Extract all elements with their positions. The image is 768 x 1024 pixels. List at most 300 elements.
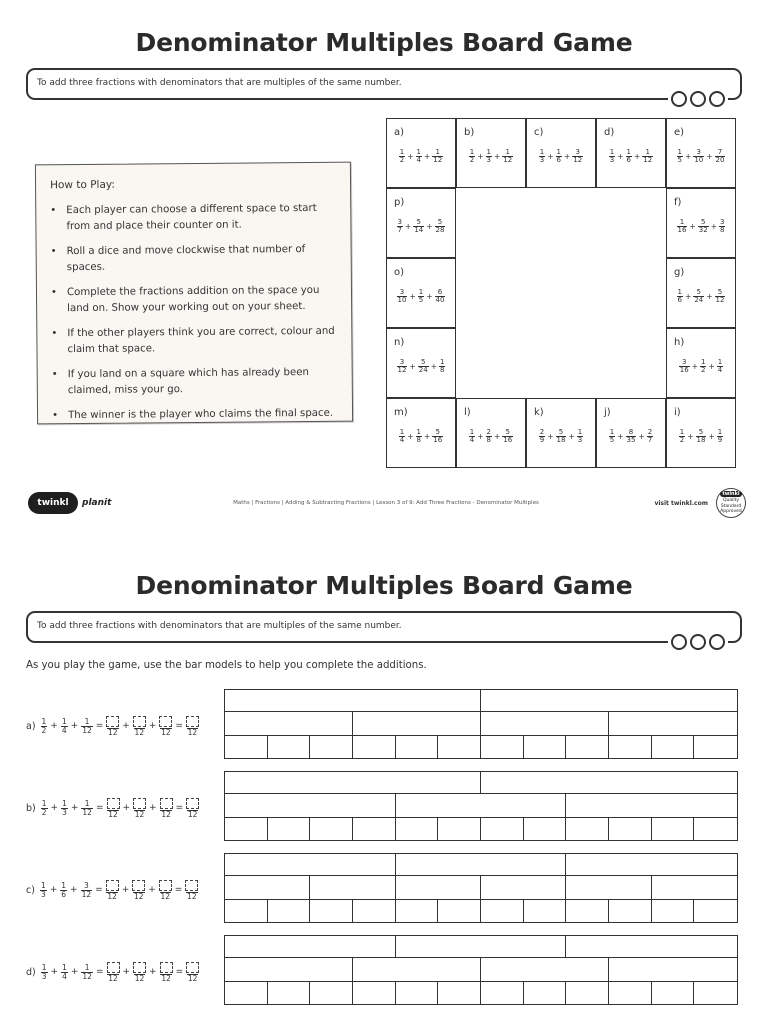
fraction (677, 219, 688, 234)
fraction-denominator: 12 (643, 156, 653, 164)
bar-row (224, 689, 738, 712)
how-to-play-card (35, 162, 353, 425)
bar-segment[interactable] (438, 900, 481, 922)
footer (26, 486, 746, 522)
bar-segment[interactable] (438, 736, 481, 758)
fraction-denominator: 40 (435, 296, 445, 304)
numerator-answer-box[interactable] (160, 798, 173, 809)
numerator-answer-box[interactable] (186, 962, 199, 973)
fraction (432, 429, 443, 444)
fraction (556, 149, 562, 164)
plus-sign: + (121, 885, 130, 896)
bar-segment[interactable] (481, 876, 566, 898)
bar-segment[interactable] (481, 736, 524, 758)
bar-row (224, 794, 738, 817)
bar-segment[interactable] (438, 818, 481, 840)
fraction (642, 149, 653, 164)
plus-sign: + (617, 432, 624, 441)
fraction-expression (527, 429, 595, 444)
fraction-denominator: 12 (573, 156, 583, 164)
fraction-numerator: 8 (628, 428, 634, 436)
bar-segment[interactable] (353, 736, 396, 758)
answer-fraction (132, 880, 145, 901)
plus-sign: + (617, 152, 624, 161)
fraction (81, 718, 93, 734)
bar-segment[interactable] (609, 818, 652, 840)
numerator-answer-box[interactable] (159, 716, 172, 727)
bar-segment[interactable] (225, 794, 396, 816)
answer-fraction (160, 798, 173, 819)
equals-sign: = (174, 885, 183, 896)
bar-segment[interactable] (566, 736, 609, 758)
fraction (399, 429, 405, 444)
game-board (386, 118, 736, 468)
fraction (717, 359, 723, 374)
answer-fraction (107, 798, 120, 819)
objective-box (26, 611, 742, 643)
bar-segment[interactable] (396, 982, 439, 1004)
equals-sign: = (175, 803, 184, 814)
numerator-answer-box[interactable] (186, 798, 199, 809)
numerator-answer-box[interactable] (133, 716, 146, 727)
bar-segment[interactable] (652, 876, 737, 898)
fraction-denominator: 6 (556, 156, 561, 164)
question-label: b) (26, 802, 36, 814)
board-space[interactable] (526, 118, 596, 188)
fraction-denominator: 6 (626, 156, 631, 164)
fraction-numerator: 5 (505, 428, 510, 436)
fraction-denominator: 12 (108, 974, 118, 983)
bar-segment[interactable] (225, 736, 268, 758)
fraction-numerator: 1 (626, 148, 631, 156)
answer-fraction (133, 716, 146, 737)
bar-segment[interactable] (524, 736, 567, 758)
plus-sign: + (50, 967, 59, 978)
fraction (647, 429, 653, 444)
fraction (719, 219, 725, 234)
bar-segment[interactable] (524, 982, 567, 1004)
board-space[interactable] (386, 188, 456, 258)
plus-sign: + (687, 432, 694, 441)
fraction-numerator: 2 (647, 428, 653, 436)
bar-segment[interactable] (652, 736, 695, 758)
bar-segment[interactable] (566, 900, 609, 922)
bar-segment[interactable] (438, 982, 481, 1004)
bar-segment[interactable] (609, 958, 737, 980)
fraction-denominator: 12 (134, 810, 145, 819)
fraction (626, 149, 632, 164)
bar-segment[interactable] (566, 982, 609, 1004)
plus-sign: + (685, 292, 692, 301)
bar-segment[interactable] (310, 876, 395, 898)
ring-icon (671, 634, 687, 650)
fraction-denominator: 8 (416, 436, 421, 444)
board-space[interactable] (386, 118, 456, 188)
plus-sign: + (70, 967, 79, 978)
answer-fraction (133, 962, 146, 983)
bar-segment[interactable] (566, 794, 737, 816)
bar-segment[interactable] (310, 818, 353, 840)
fraction-denominator: 2 (679, 436, 685, 444)
fraction-denominator: 4 (61, 725, 67, 735)
bar-segment[interactable] (225, 772, 481, 793)
bar-segment[interactable] (566, 876, 651, 898)
bar-segment[interactable] (652, 818, 695, 840)
fraction-denominator: 24 (418, 366, 428, 374)
bar-segment[interactable] (524, 818, 567, 840)
bar-segment[interactable] (310, 982, 353, 1004)
plus-sign: + (409, 292, 416, 301)
board-space[interactable] (666, 398, 736, 468)
board-space-label: f) (674, 197, 682, 208)
addition-equation (26, 880, 198, 901)
fraction-expression (457, 429, 525, 444)
numerator-answer-box[interactable] (186, 716, 199, 727)
fraction (41, 718, 48, 734)
question-label: d) (26, 966, 36, 978)
fraction-expression (387, 359, 455, 374)
bar-segment[interactable] (481, 712, 609, 734)
fraction-denominator: 35 (626, 436, 636, 444)
board-space-label: e) (674, 127, 685, 138)
fraction-numerator: 1 (61, 881, 67, 891)
bar-row (224, 876, 738, 899)
fraction (502, 149, 513, 164)
fraction-numerator: 1 (439, 358, 445, 366)
addition-equation (26, 798, 199, 819)
bar-segment[interactable] (268, 818, 311, 840)
bar-segment[interactable] (481, 772, 737, 793)
board-space[interactable] (596, 398, 666, 468)
bar-segment[interactable] (481, 690, 737, 711)
fraction-numerator: 6 (437, 288, 443, 296)
fraction-denominator: 12 (161, 974, 171, 983)
fraction-numerator: 3 (696, 148, 701, 156)
bar-segment[interactable] (566, 936, 737, 957)
bar-row (224, 958, 738, 981)
fraction (61, 718, 68, 734)
rule-item: • Complete the fractions addition on the space you land on. Show your working out on your sheet. (51, 283, 341, 318)
answer-fraction (186, 962, 199, 983)
question-label: c) (26, 884, 35, 896)
bar-segment[interactable] (481, 958, 609, 980)
plus-sign: + (477, 432, 484, 441)
numerator-answer-box[interactable] (132, 880, 145, 891)
fraction (677, 289, 683, 304)
fraction-expression (527, 149, 595, 164)
bar-segment[interactable] (609, 712, 737, 734)
answer-fraction (133, 798, 146, 819)
fraction-denominator: 20 (715, 156, 725, 164)
fraction (696, 429, 707, 444)
board-space[interactable] (596, 118, 666, 188)
numerator-answer-box[interactable] (159, 880, 172, 891)
bar-segment[interactable] (481, 900, 524, 922)
fraction-denominator: 14 (414, 226, 424, 234)
board-space[interactable] (526, 398, 596, 468)
bar-segment[interactable] (353, 982, 396, 1004)
bar-segment[interactable] (609, 736, 652, 758)
numerator-answer-box[interactable] (133, 962, 146, 973)
bar-segment[interactable] (225, 936, 396, 957)
bar-segment[interactable] (225, 712, 353, 734)
quality-badge (716, 488, 746, 518)
fraction-denominator: 3 (486, 156, 491, 164)
plus-sign: + (405, 222, 412, 231)
fraction (626, 429, 637, 444)
bar-segment[interactable] (396, 818, 439, 840)
fraction (418, 359, 429, 374)
plus-sign: + (710, 222, 717, 231)
ring-icon (709, 91, 725, 107)
fraction-denominator: 28 (435, 226, 445, 234)
bar-segment[interactable] (652, 982, 695, 1004)
footer-visit-link[interactable]: visit twinkl.com (654, 500, 708, 507)
fraction-denominator: 3 (609, 156, 615, 164)
board-space[interactable] (386, 398, 456, 468)
bar-segment[interactable] (353, 818, 396, 840)
fraction-denominator: 12 (503, 156, 513, 164)
fraction (469, 429, 475, 444)
fraction-expression (597, 429, 665, 444)
fraction-numerator: 1 (41, 799, 47, 809)
fraction-denominator: 2 (41, 725, 47, 735)
bar-segment[interactable] (310, 900, 353, 922)
fraction-denominator: 12 (108, 810, 118, 819)
bar-row (224, 736, 738, 759)
bar-row (224, 853, 738, 876)
plus-sign: + (148, 885, 156, 896)
fraction-numerator: 2 (539, 428, 545, 436)
board-space-label: n) (394, 337, 405, 348)
numerator-answer-box[interactable] (133, 798, 146, 809)
fraction-numerator: 1 (469, 148, 475, 156)
fraction-denominator: 12 (107, 892, 117, 901)
bar-segment[interactable] (225, 900, 268, 922)
fraction-numerator: 5 (698, 428, 704, 436)
bar-segment[interactable] (353, 958, 481, 980)
fraction-expression (667, 429, 735, 444)
footer-breadcrumb: Maths | Fractions | Adding & Subtracting Fractions | Lesson 3 of 9: Add Three Fractions - Denominator Multiples (233, 500, 539, 506)
fraction (399, 149, 405, 164)
fraction-numerator: 5 (437, 218, 443, 226)
fraction (413, 219, 424, 234)
fraction-numerator: 7 (717, 148, 723, 156)
board-space[interactable] (456, 398, 526, 468)
fraction (679, 429, 685, 444)
fraction (502, 429, 513, 444)
bar-segment[interactable] (396, 854, 567, 875)
fraction-denominator: 12 (161, 728, 171, 737)
fraction-numerator: 1 (40, 881, 46, 891)
fraction-denominator: 3 (62, 807, 67, 817)
bar-segment[interactable] (396, 900, 439, 922)
fraction-denominator: 3 (539, 156, 545, 164)
bar-segment[interactable] (225, 876, 310, 898)
fraction-denominator: 3 (41, 971, 47, 981)
board-space[interactable] (386, 258, 456, 328)
bar-segment[interactable] (481, 818, 524, 840)
numerator-answer-box[interactable] (106, 716, 119, 727)
bar-segment[interactable] (268, 982, 311, 1004)
fraction-denominator: 12 (133, 892, 144, 901)
fraction (677, 149, 683, 164)
bar-segment[interactable] (225, 690, 481, 711)
bar-segment[interactable] (609, 900, 652, 922)
board-space[interactable] (666, 258, 736, 328)
plus-sign: + (430, 362, 437, 371)
bar-segment[interactable] (225, 818, 268, 840)
plus-sign: + (691, 362, 698, 371)
fraction-denominator: 5 (609, 436, 615, 444)
fraction-numerator: 5 (717, 288, 723, 296)
bar-row (224, 712, 738, 735)
board-space[interactable] (666, 188, 736, 258)
board-space-label: p) (394, 197, 405, 208)
objective-text: To add three fractions with denominators that are multiples of the same number. (37, 621, 402, 631)
plus-sign: + (685, 152, 692, 161)
board-space-label: g) (674, 267, 685, 278)
fraction-denominator: 16 (433, 436, 443, 444)
plus-sign: + (706, 152, 713, 161)
fraction (679, 359, 690, 374)
bar-segment[interactable] (268, 900, 311, 922)
fraction-expression (597, 149, 665, 164)
numerator-answer-box[interactable] (106, 880, 119, 891)
answer-fraction (106, 716, 119, 737)
fraction-numerator: 5 (416, 218, 421, 226)
fraction-numerator: 3 (399, 288, 405, 296)
fraction-numerator: 3 (397, 218, 403, 226)
bar-segment[interactable] (566, 818, 609, 840)
bar-segment[interactable] (310, 736, 353, 758)
bar-segment[interactable] (694, 982, 737, 1004)
board-space[interactable] (666, 118, 736, 188)
numerator-answer-box[interactable] (160, 962, 173, 973)
fraction-numerator: 1 (486, 148, 491, 156)
bar-segment[interactable] (396, 936, 567, 957)
bar-segment[interactable] (481, 982, 524, 1004)
plus-sign: + (70, 803, 79, 814)
fraction-numerator: 1 (61, 717, 67, 727)
bar-segment[interactable] (694, 818, 737, 840)
fraction-denominator: 7 (397, 226, 403, 234)
bar-segment[interactable] (268, 736, 311, 758)
fraction-denominator: 8 (439, 366, 445, 374)
fraction-denominator: 12 (161, 810, 171, 819)
ring-icon (690, 634, 706, 650)
fraction (435, 219, 446, 234)
fraction-denominator: 2 (399, 156, 405, 164)
plus-sign: + (708, 362, 715, 371)
board-space[interactable] (456, 118, 526, 188)
plus-sign: + (149, 803, 157, 814)
board-space-label: b) (464, 127, 475, 138)
bar-segment[interactable] (609, 982, 652, 1004)
fraction-denominator: 12 (187, 810, 198, 819)
fraction-numerator: 5 (420, 358, 426, 366)
plus-sign: + (426, 222, 433, 231)
answer-fraction (185, 880, 198, 901)
numerator-answer-box[interactable] (107, 798, 120, 809)
bar-segment[interactable] (524, 900, 567, 922)
fraction (418, 289, 424, 304)
fraction-denominator: 32 (698, 226, 708, 234)
numerator-answer-box[interactable] (185, 880, 198, 891)
fraction (609, 429, 615, 444)
plus-sign: + (424, 432, 431, 441)
plus-sign: + (568, 432, 575, 441)
answer-fraction (159, 716, 172, 737)
fraction-numerator: 1 (416, 148, 421, 156)
rule-item: • The winner is the player who claims the final space. (52, 406, 342, 425)
fraction-numerator: 2 (486, 428, 491, 436)
objective-box (26, 68, 742, 100)
fraction (539, 149, 545, 164)
fraction (397, 289, 408, 304)
fraction-denominator: 5 (418, 296, 424, 304)
bar-segment[interactable] (566, 854, 737, 875)
fraction (469, 149, 475, 164)
fraction-denominator: 24 (694, 296, 704, 304)
bar-segment[interactable] (694, 900, 737, 922)
fraction-numerator: 1 (62, 963, 67, 973)
bar-segment[interactable] (353, 712, 481, 734)
fraction-numerator: 1 (609, 148, 615, 156)
bar-row (224, 935, 738, 958)
badge-text: Quality Standard Approved (720, 498, 742, 515)
bar-segment[interactable] (396, 876, 481, 898)
fraction-numerator: 5 (435, 428, 440, 436)
numerator-answer-box[interactable] (107, 962, 120, 973)
bar-segment[interactable] (694, 736, 737, 758)
plus-sign: + (424, 152, 431, 161)
fraction-denominator: 12 (160, 892, 171, 901)
fraction (715, 289, 726, 304)
fraction-denominator: 18 (556, 436, 566, 444)
fraction-numerator: 1 (505, 148, 510, 156)
rule-item: • If the other players think you are correct, colour and claim that space. (51, 324, 341, 359)
fraction-numerator: 1 (469, 428, 475, 436)
plus-sign: + (50, 721, 58, 732)
twinkl-logo: twinkl (28, 492, 78, 514)
intro-text: As you play the game, use the bar models to help you complete the additions. (26, 660, 427, 671)
bar-segment[interactable] (396, 794, 567, 816)
fraction-numerator: 1 (84, 963, 90, 973)
ring-icon (690, 91, 706, 107)
plus-sign: + (409, 362, 416, 371)
fraction-numerator: 1 (679, 218, 685, 226)
bar-segment[interactable] (652, 900, 695, 922)
board-space[interactable] (386, 328, 456, 398)
fraction-numerator: 3 (575, 148, 580, 156)
fraction-expression (387, 219, 455, 234)
bar-segment[interactable] (225, 982, 268, 1004)
fraction (717, 429, 723, 444)
bar-segment[interactable] (396, 736, 439, 758)
fraction (715, 149, 726, 164)
fraction-denominator: 3 (577, 436, 583, 444)
fraction (432, 149, 443, 164)
bar-segment[interactable] (353, 900, 396, 922)
plus-sign: + (689, 222, 696, 231)
bar-segment[interactable] (225, 854, 396, 875)
fraction (693, 149, 704, 164)
plus-sign: + (50, 803, 59, 814)
bar-segment[interactable] (225, 958, 353, 980)
board-space[interactable] (666, 328, 736, 398)
rings-decoration (668, 634, 728, 650)
